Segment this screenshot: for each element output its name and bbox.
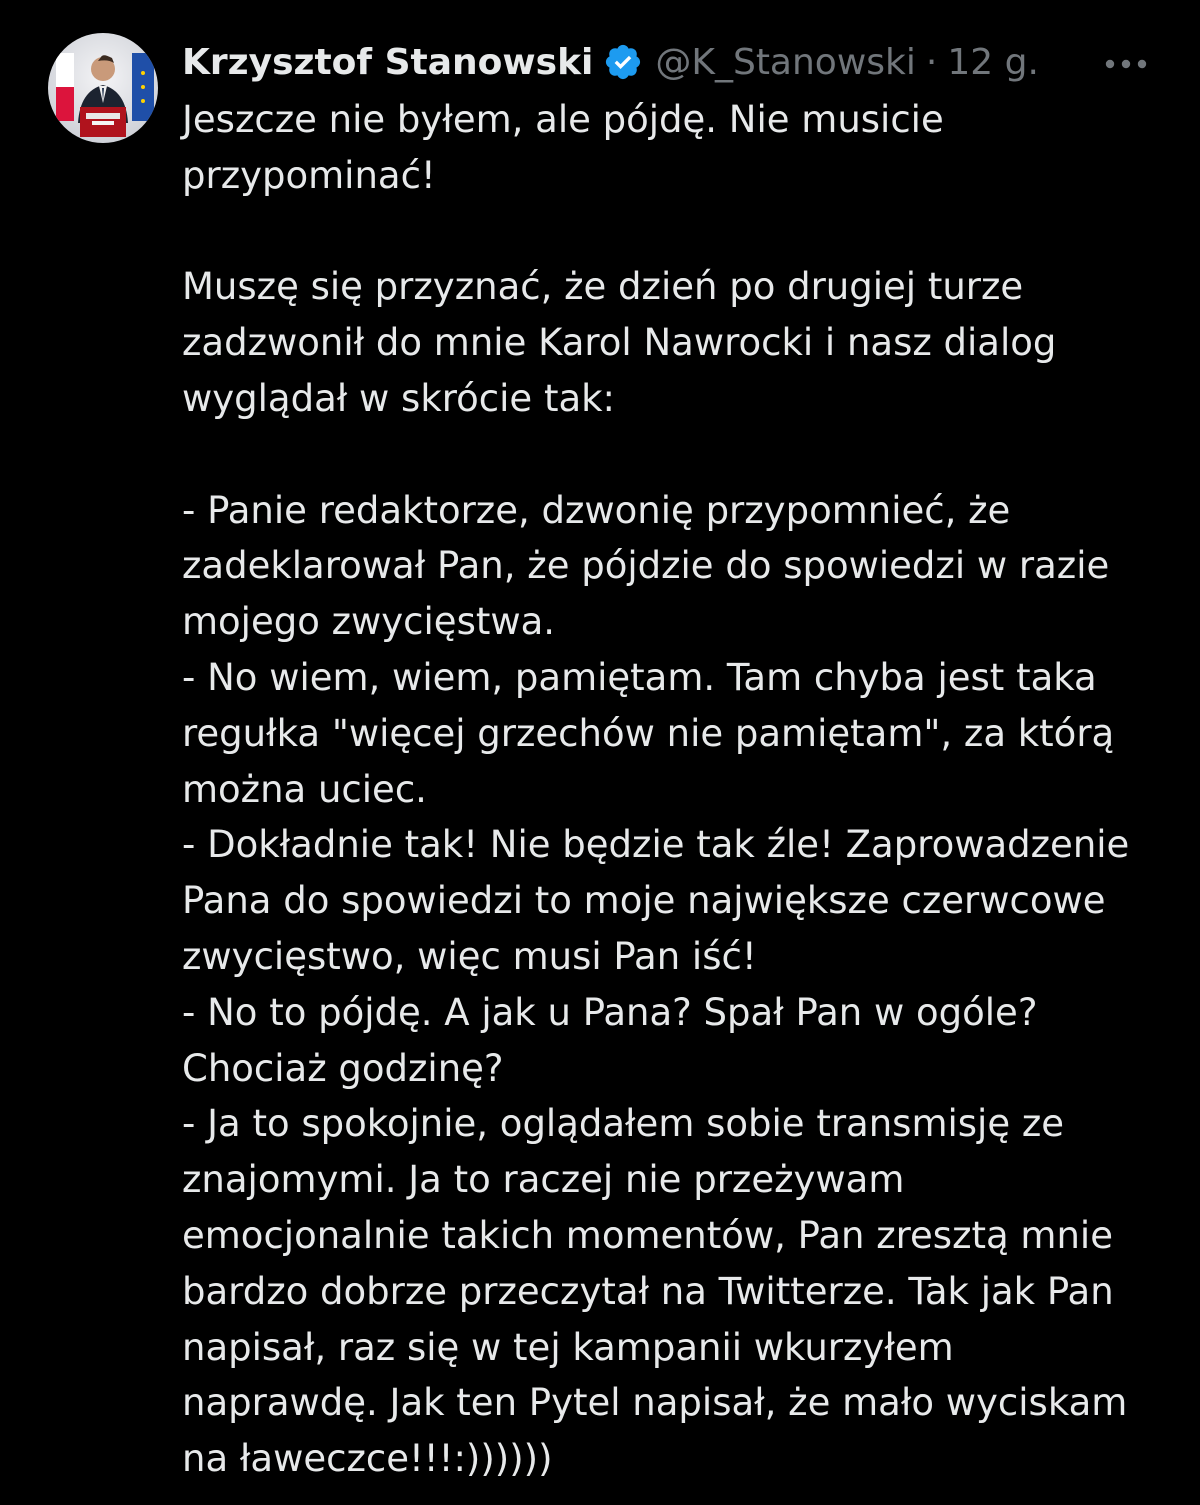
tweet-header [182,36,1039,88]
tweet-timestamp[interactable]: 12 g. [947,41,1039,83]
tweet-text-line: Pana do spowiedzi to moje największe czerwcowe [182,879,1106,923]
blank-line [182,427,1172,483]
tweet-text-line: - Ja to spokojnie, oglądałem sobie transmisję ze [182,1102,1065,1146]
author-display-name[interactable]: Krzysztof Stanowski [182,41,594,83]
avatar[interactable] [48,33,158,143]
tweet-text-line: zadzwonił do mnie Karol Nawrocki i nasz dialog [182,321,1057,365]
tweet-text-line: napisał, raz się w tej kampanii wkurzyłem [182,1325,954,1369]
blank-line [182,204,1172,260]
tweet-text-line: - Dokładnie tak! Nie będzie tak źle! Zaprowadzenie [182,823,1130,867]
tweet-text-line: naprawdę. Jak ten Pytel napisał, że mało wyciskam [182,1381,1128,1425]
tweet-text-line: na ławeczce!!!:)))))) [182,1437,553,1481]
tweet-text-line: przypominać! [182,153,436,197]
verified-badge-icon[interactable] [603,42,643,82]
tweet-text-line: emocjonalnie takich momentów, Pan zresztą mnie [182,1213,1113,1257]
tweet-text [182,92,1172,1487]
tweet-text-line: zadeklarował Pan, że pójdzie do spowiedzi w razie [182,544,1110,588]
tweet-text-line: Muszę się przyznać, że dzień po drugiej turze [182,265,1024,309]
tweet-text-line: mojego zwycięstwa. [182,600,556,644]
more-options-icon [1104,58,1148,70]
tweet-text-line: wyglądał w skrócie tak: [182,376,616,420]
tweet-text-line: znajomymi. Ja to raczej nie przeżywam [182,1158,905,1202]
tweet-text-line: - No wiem, wiem, pamiętam. Tam chyba jest taka [182,655,1097,699]
author-handle[interactable]: @K_Stanowski [655,41,916,83]
separator-dot: · [925,41,938,83]
tweet-text-line: Jeszcze nie byłem, ale pójdę. Nie musicie [182,98,944,141]
tweet-text-line: można uciec. [182,767,427,811]
tweet-text-line: - Panie redaktorze, dzwonię przypomnieć, że [182,488,1011,532]
tweet-text-line: regułka "więcej grzechów nie pamiętam", za którą [182,711,1115,755]
more-options-button[interactable] [1100,38,1152,90]
tweet-text-line: - No to pójdę. A jak u Pana? Spał Pan w ogóle? [182,990,1038,1034]
tweet-text-line: zwycięstwo, więc musi Pan iść! [182,934,757,978]
profile-photo-avatar [48,33,158,143]
tweet-text-line: bardzo dobrze przeczytał na Twitterze. Tak jak Pan [182,1269,1114,1313]
tweet-text-line: Chociaż godzinę? [182,1046,504,1090]
